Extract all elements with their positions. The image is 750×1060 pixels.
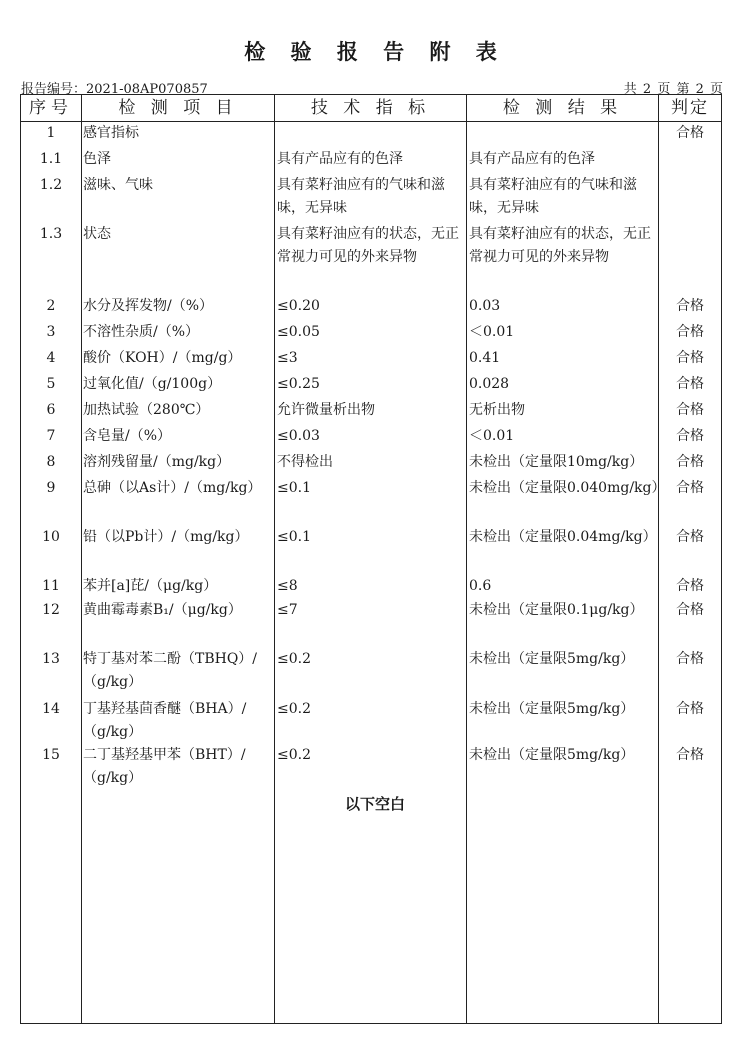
row-item: 状态 — [83, 226, 111, 242]
row-judge: 合格 — [676, 350, 704, 366]
row-item: 总砷（以As计）/（mg/kg） — [83, 480, 262, 496]
row-seq: 5 — [46, 376, 56, 392]
row-judge: 合格 — [676, 529, 704, 545]
inspection-table — [20, 94, 722, 1024]
page-info: 共 2 页 第 2 页 — [623, 82, 724, 97]
table-row — [21, 648, 721, 698]
row-result: 未检出（定量限5mg/kg） — [469, 747, 635, 763]
row-spec: 不得检出 — [277, 454, 333, 470]
row-item: 溶剂残留量/（mg/kg） — [83, 454, 231, 470]
row-result: 无析出物 — [469, 402, 525, 418]
table-row — [21, 122, 721, 148]
row-judge: 合格 — [676, 125, 704, 141]
report-title: 检 验 报 告 附 表 — [244, 40, 506, 64]
table-row — [21, 698, 721, 744]
row-item: 水分及挥发物/（%） — [83, 298, 214, 314]
header-judge: 判定 — [671, 98, 709, 118]
row-item: 二丁基羟基甲苯（BHT）/（g/kg） — [83, 747, 246, 786]
row-judge: 合格 — [676, 298, 704, 314]
table-row — [21, 744, 721, 790]
table-body — [21, 122, 721, 790]
row-result: 具有产品应有的色泽 — [469, 151, 595, 167]
table-row — [21, 321, 721, 347]
row-result: 具有菜籽油应有的状态，无正常视力可见的外来异物 — [469, 226, 651, 265]
row-judge: 合格 — [676, 480, 704, 496]
row-result: 具有菜籽油应有的气味和滋味，无异味 — [469, 177, 637, 216]
table-row — [21, 526, 721, 575]
table-row — [21, 399, 721, 425]
report-number: 报告编号：2021-08AP070857 — [21, 82, 208, 97]
row-seq: 11 — [42, 578, 60, 594]
row-spec: ≤0.2 — [277, 651, 311, 667]
table-row — [21, 347, 721, 373]
row-spec: ≤7 — [277, 602, 298, 618]
row-seq: 1.1 — [39, 151, 63, 167]
table-row — [21, 373, 721, 399]
row-spec: 具有产品应有的色泽 — [277, 151, 403, 167]
header-item: 检 测 项 目 — [118, 98, 238, 118]
row-seq: 4 — [46, 350, 56, 366]
row-item: 不溶性杂质/（%） — [83, 324, 200, 340]
row-item: 黄曲霉毒素B₁/（μg/kg） — [83, 602, 242, 618]
row-item: 丁基羟基茴香醚（BHA）/（g/kg） — [83, 701, 247, 740]
row-item: 色泽 — [83, 151, 111, 167]
row-judge: 合格 — [676, 747, 704, 763]
row-spec: ≤0.1 — [277, 480, 311, 496]
row-spec: ≤0.05 — [277, 324, 320, 340]
row-judge: 合格 — [676, 428, 704, 444]
table-row — [21, 599, 721, 648]
table-row — [21, 174, 721, 223]
row-seq: 1.2 — [39, 177, 63, 193]
blank-note: 以下空白 — [344, 795, 405, 813]
row-seq: 8 — [46, 454, 56, 470]
row-judge: 合格 — [676, 454, 704, 470]
row-judge: 合格 — [676, 701, 704, 717]
row-result: 0.41 — [469, 350, 501, 366]
row-spec: ≤0.2 — [277, 747, 311, 763]
row-seq: 6 — [46, 402, 56, 418]
row-item: 过氧化值/（g/100g） — [83, 376, 222, 392]
row-seq: 9 — [46, 480, 56, 496]
row-judge: 合格 — [676, 402, 704, 418]
table-row — [21, 148, 721, 174]
row-spec: ≤3 — [277, 350, 298, 366]
row-spec: ≤0.03 — [277, 428, 320, 444]
row-seq: 12 — [42, 602, 60, 618]
header-result: 检 测 结 果 — [502, 98, 623, 118]
row-seq: 1.3 — [39, 226, 63, 242]
row-seq: 2 — [46, 298, 56, 314]
table-row — [21, 223, 721, 295]
row-item: 滋味、气味 — [83, 177, 153, 193]
table-row — [21, 477, 721, 526]
row-result: 0.03 — [469, 298, 501, 314]
table-row — [21, 451, 721, 477]
row-result: 未检出（定量限0.04mg/kg） — [469, 529, 657, 545]
row-seq: 10 — [42, 529, 60, 545]
row-result: 未检出（定量限5mg/kg） — [469, 651, 635, 667]
row-spec: ≤0.2 — [277, 701, 311, 717]
row-spec: ≤0.20 — [277, 298, 320, 314]
row-result: ＜0.01 — [469, 428, 515, 444]
row-result: 未检出（定量限0.1μg/kg） — [469, 602, 644, 618]
row-item: 加热试验（280℃） — [83, 402, 210, 418]
table-row — [21, 295, 721, 321]
row-item: 含皂量/（%） — [83, 428, 172, 444]
row-item: 铅（以Pb计）/（mg/kg） — [83, 529, 249, 545]
header-seq: 序号 — [29, 98, 73, 118]
row-result: 0.028 — [469, 376, 510, 392]
row-seq: 14 — [42, 701, 60, 717]
row-spec: ≤0.25 — [277, 376, 320, 392]
row-spec: ≤8 — [277, 578, 298, 594]
row-item: 苯并[a]芘/（μg/kg） — [83, 578, 218, 594]
row-result: 未检出（定量限10mg/kg） — [469, 454, 644, 470]
row-spec: 允许微量析出物 — [277, 402, 375, 418]
row-spec: 具有菜籽油应有的气味和滋味，无异味 — [277, 177, 445, 216]
row-judge: 合格 — [676, 578, 704, 594]
row-seq: 15 — [42, 747, 60, 763]
row-item: 感官指标 — [83, 125, 139, 141]
row-judge: 合格 — [676, 324, 704, 340]
row-result: 0.6 — [469, 578, 492, 594]
row-item: 酸价（KOH）/（mg/g） — [83, 350, 242, 366]
row-result: ＜0.01 — [469, 324, 515, 340]
row-seq: 1 — [46, 125, 56, 141]
row-judge: 合格 — [676, 651, 704, 667]
row-seq: 3 — [46, 324, 56, 340]
row-item: 特丁基对苯二酚（TBHQ）/（g/kg） — [83, 651, 258, 690]
row-judge: 合格 — [676, 376, 704, 392]
table-row — [21, 575, 721, 599]
row-result: 未检出（定量限0.040mg/kg） — [469, 480, 666, 496]
row-spec: 具有菜籽油应有的状态，无正常视力可见的外来异物 — [277, 226, 459, 265]
row-result: 未检出（定量限5mg/kg） — [469, 701, 635, 717]
row-spec: ≤0.1 — [277, 529, 311, 545]
row-seq: 7 — [46, 428, 56, 444]
row-seq: 13 — [42, 651, 60, 667]
header-spec: 技 术 指 标 — [310, 98, 431, 118]
table-row — [21, 425, 721, 451]
row-judge: 合格 — [676, 602, 704, 618]
